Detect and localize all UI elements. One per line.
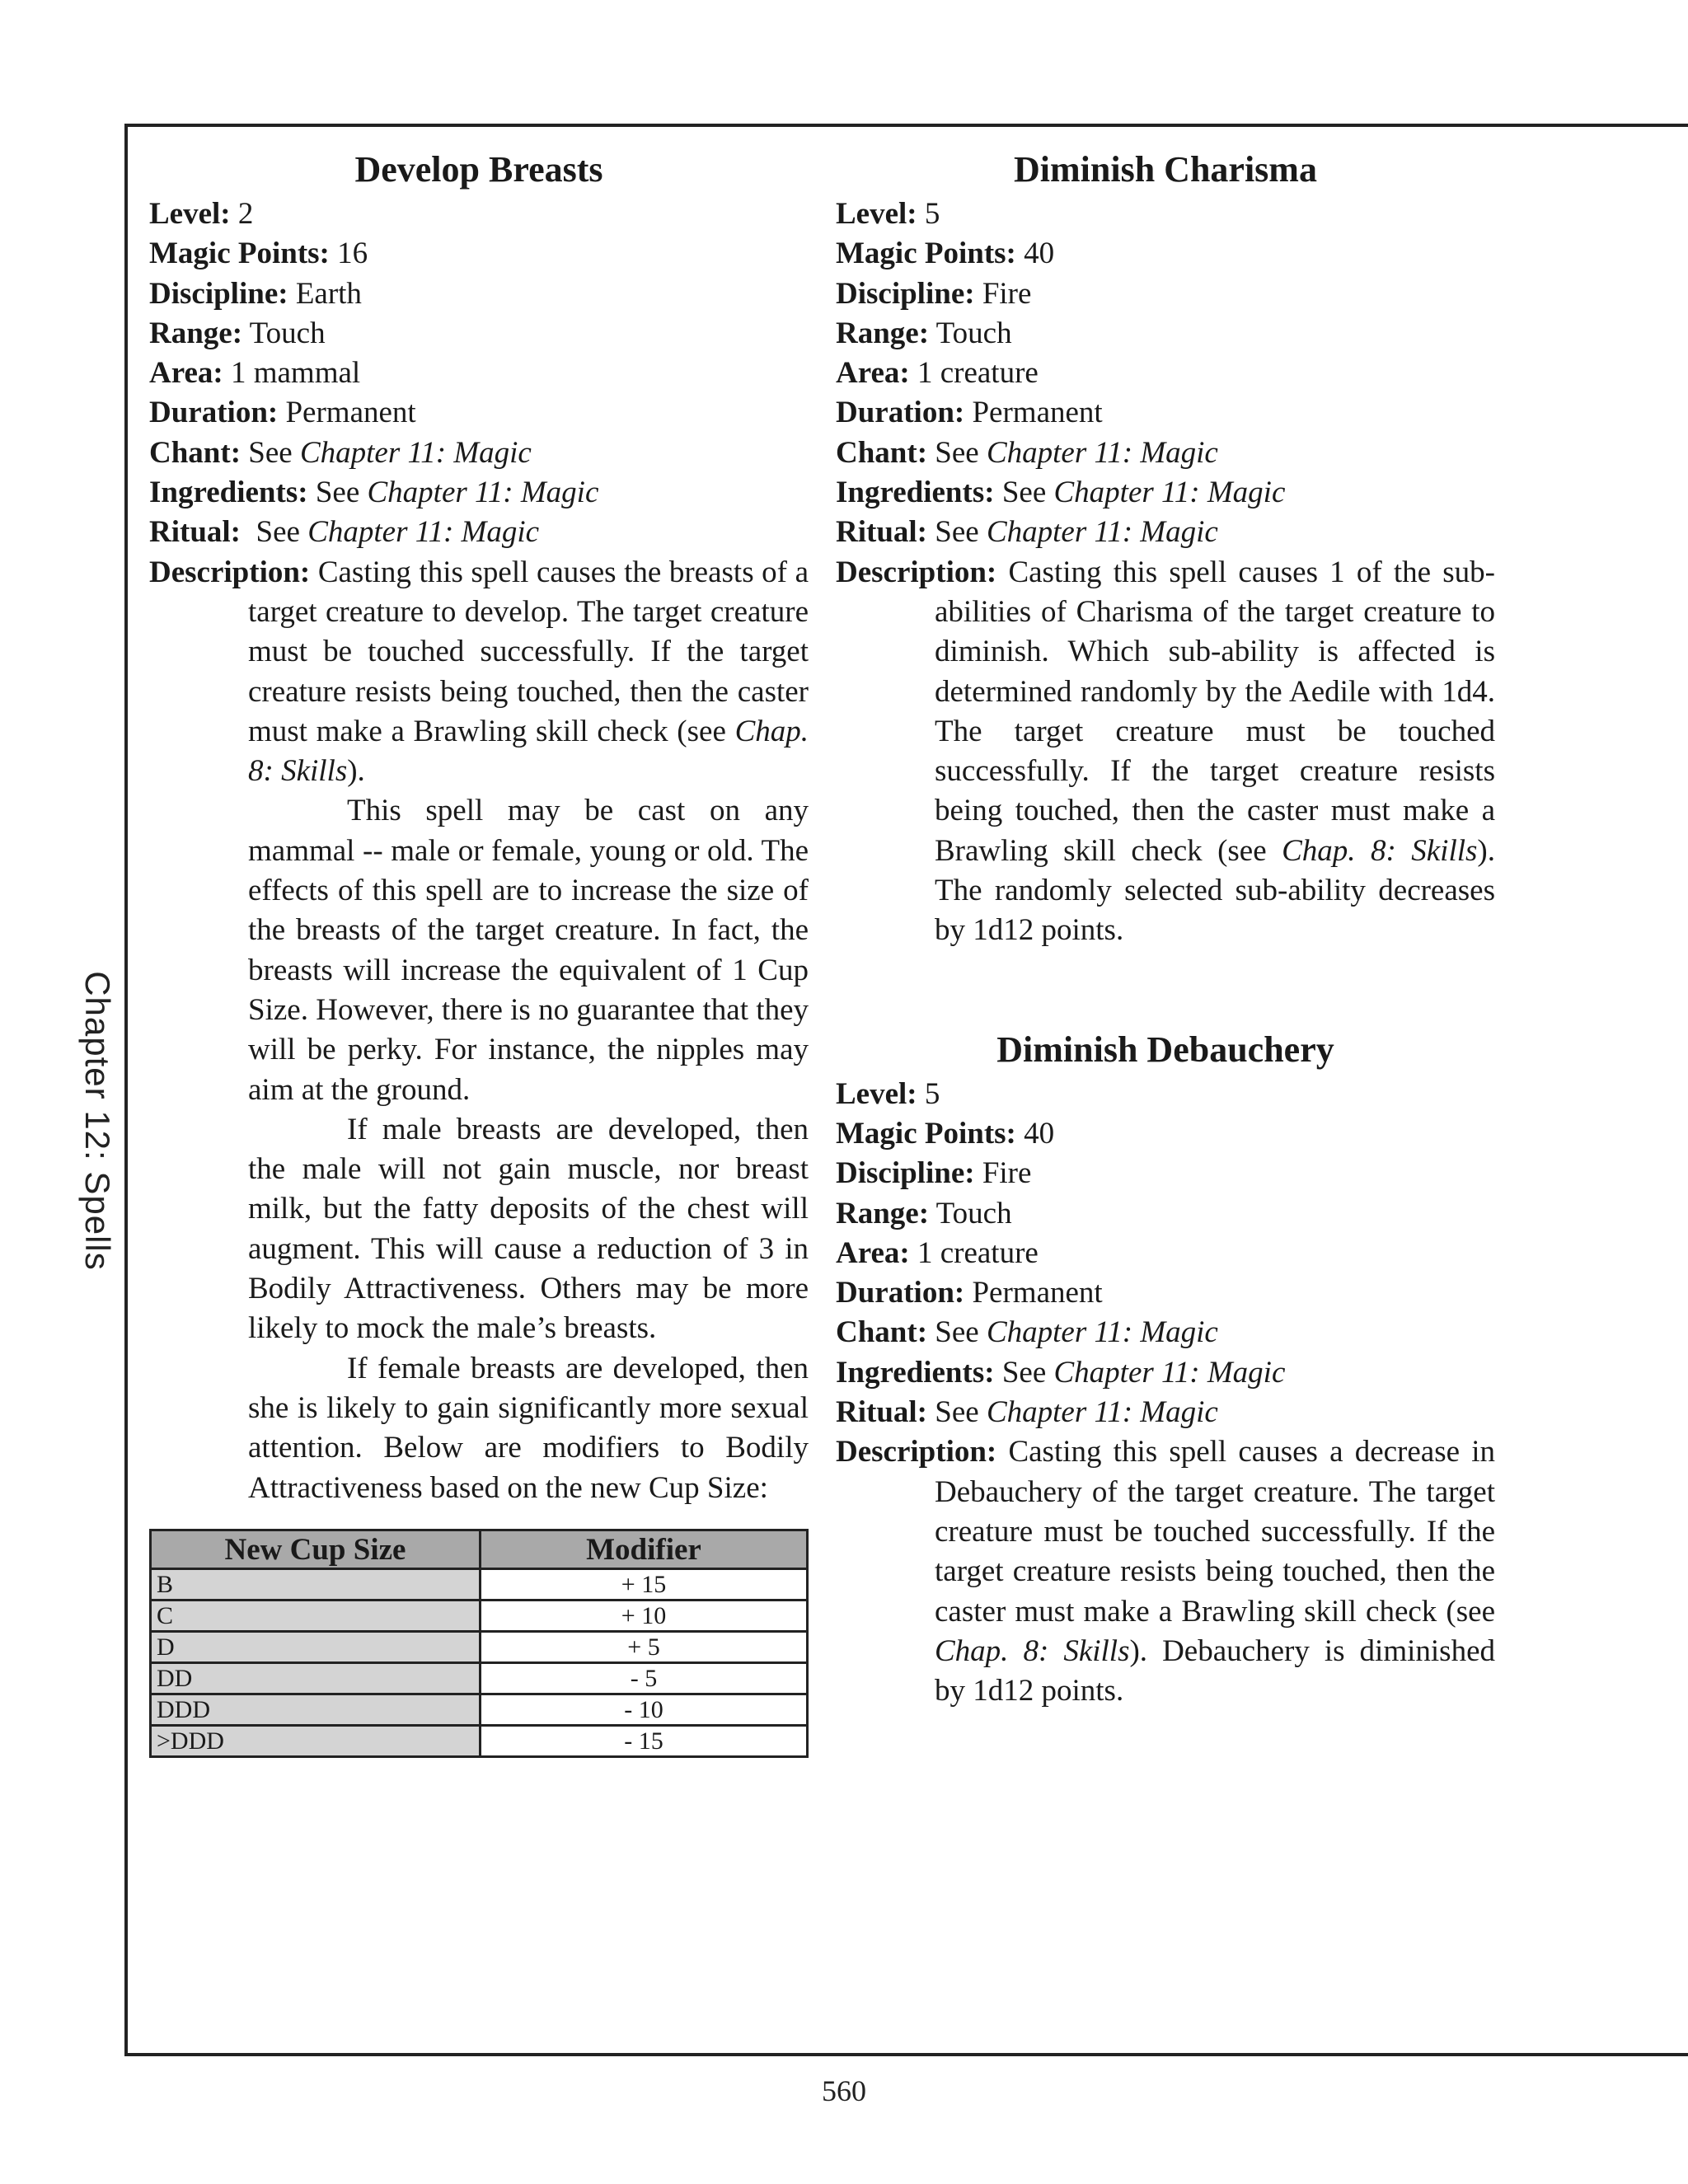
- spell-duration: Duration: Permanent: [836, 1276, 1103, 1310]
- spell-chant: Chant: See Chapter 11: Magic: [836, 435, 1218, 470]
- cup-size-cell: DD: [151, 1663, 481, 1694]
- spell-title: Diminish Charisma: [1014, 149, 1317, 190]
- spell-spacer: [836, 951, 1495, 1025]
- spell-area: Area: 1 creature: [836, 1235, 1039, 1270]
- table-row: [151, 1569, 808, 1601]
- spell-magic-points: Magic Points: 16: [149, 237, 368, 271]
- modifier-cell: + 5: [481, 1632, 808, 1663]
- table-row: [151, 1601, 808, 1632]
- spell-magic-points: Magic Points: 40: [836, 237, 1055, 271]
- spell-ritual: Ritual: See Chapter 11: Magic: [836, 515, 1218, 550]
- description-paragraph: This spell may be cast on any mammal -- male or female, young or old. The effects of this spell are to increase the size of the breasts of the target creature. In fact, the breasts will increase the equivalent of 1 Cup Size. However, there is no guarantee that they will be perky. For instance, the nipples may aim at the ground.: [248, 794, 809, 1107]
- spell-develop-breasts: [149, 145, 809, 1508]
- spell-duration: Duration: Permanent: [149, 396, 416, 430]
- spell-description: Description: Casting this spell causes the breasts of a target creature to develop. The target creature must be touched successfully. If the target creature resists being touched, then the caster must make a Brawling skill check (see Chap. 8: Skills).: [149, 555, 809, 789]
- cup-size-modifier-table: [149, 1529, 809, 1758]
- modifier-cell: - 15: [481, 1726, 808, 1757]
- table-row: [151, 1663, 808, 1694]
- spell-area: Area: 1 creature: [836, 356, 1039, 391]
- spell-level: Level: 5: [836, 1076, 940, 1111]
- spell-level: Level: 5: [836, 197, 940, 231]
- spell-area: Area: 1 mammal: [149, 356, 361, 391]
- spell-range: Range: Touch: [836, 316, 1012, 350]
- spell-level: Level: 2: [149, 197, 254, 231]
- cup-size-cell: >DDD: [151, 1726, 481, 1757]
- spell-chant: Chant: See Chapter 11: Magic: [149, 435, 532, 470]
- spell-ingredients: Ingredients: See Chapter 11: Magic: [149, 476, 599, 510]
- modifier-cell: + 10: [481, 1601, 808, 1632]
- right-column: [836, 145, 1495, 1711]
- spell-ingredients: Ingredients: See Chapter 11: Magic: [836, 476, 1286, 510]
- spell-range: Range: Touch: [836, 1196, 1012, 1230]
- spell-chant: Chant: See Chapter 11: Magic: [836, 1315, 1218, 1350]
- spell-magic-points: Magic Points: 40: [836, 1116, 1055, 1151]
- spell-discipline: Discipline: Earth: [149, 276, 362, 311]
- table-row: [151, 1726, 808, 1757]
- spell-diminish-debauchery: [836, 1025, 1495, 1712]
- spell-description: Description: Casting this spell causes 1 of the sub-abilities of Charisma of the target creature to diminish. Which sub-ability is affected is determined randomly by the Aedile with 1d4. The target creature must be touched successfully. If the target creature resists being touched, then the caster must make a Brawling skill check (see Chap. 8: Skills). The randomly selected sub-ability decreases by 1d12 points.: [836, 555, 1496, 948]
- spell-title: Diminish Debauchery: [996, 1029, 1334, 1070]
- column-header: Modifier: [481, 1530, 808, 1569]
- modifier-cell: + 15: [481, 1569, 808, 1601]
- spell-discipline: Discipline: Fire: [836, 1156, 1032, 1191]
- modifier-cell: - 10: [481, 1694, 808, 1726]
- spell-duration: Duration: Permanent: [836, 396, 1103, 430]
- spell-discipline: Discipline: Fire: [836, 276, 1032, 311]
- table-header-row: [151, 1530, 808, 1569]
- cup-size-cell: DDD: [151, 1694, 481, 1726]
- spell-diminish-charisma: [836, 145, 1495, 951]
- description-paragraph: If male breasts are developed, then the male will not gain muscle, nor breast milk, but the fatty deposits of the chest will augment. This will cause a reduction of 3 in Bodily Attractiveness. Others may be more likely to mock the male’s breasts.: [248, 1112, 809, 1346]
- description-paragraph: If female breasts are developed, then she is likely to gain significantly more sexual attention. Below are modifiers to Bodily Attractiveness based on the new Cup Size:: [248, 1351, 809, 1505]
- spell-ritual: Ritual: See Chapter 11: Magic: [149, 515, 540, 550]
- spell-range: Range: Touch: [149, 316, 326, 350]
- modifier-cell: - 5: [481, 1663, 808, 1694]
- chapter-side-label: Chapter 12: Spells: [78, 971, 117, 1271]
- spell-title: Develop Breasts: [354, 149, 603, 190]
- cup-size-cell: C: [151, 1601, 481, 1632]
- spell-ritual: Ritual: See Chapter 11: Magic: [836, 1395, 1218, 1430]
- column-header: New Cup Size: [151, 1530, 481, 1569]
- cup-size-cell: B: [151, 1569, 481, 1601]
- table-row: [151, 1694, 808, 1726]
- table-row: [151, 1632, 808, 1663]
- page-number: 560: [822, 2074, 866, 2107]
- spell-ingredients: Ingredients: See Chapter 11: Magic: [836, 1355, 1286, 1390]
- cup-size-cell: D: [151, 1632, 481, 1663]
- spell-description: Description: Casting this spell causes a decrease in Debauchery of the target creature. The target creature must be touched successfully. If the target creature resists being touched, then the caster must make a Brawling skill check (see Chap. 8: Skills). Debauchery is diminished by 1d12 points.: [836, 1435, 1496, 1708]
